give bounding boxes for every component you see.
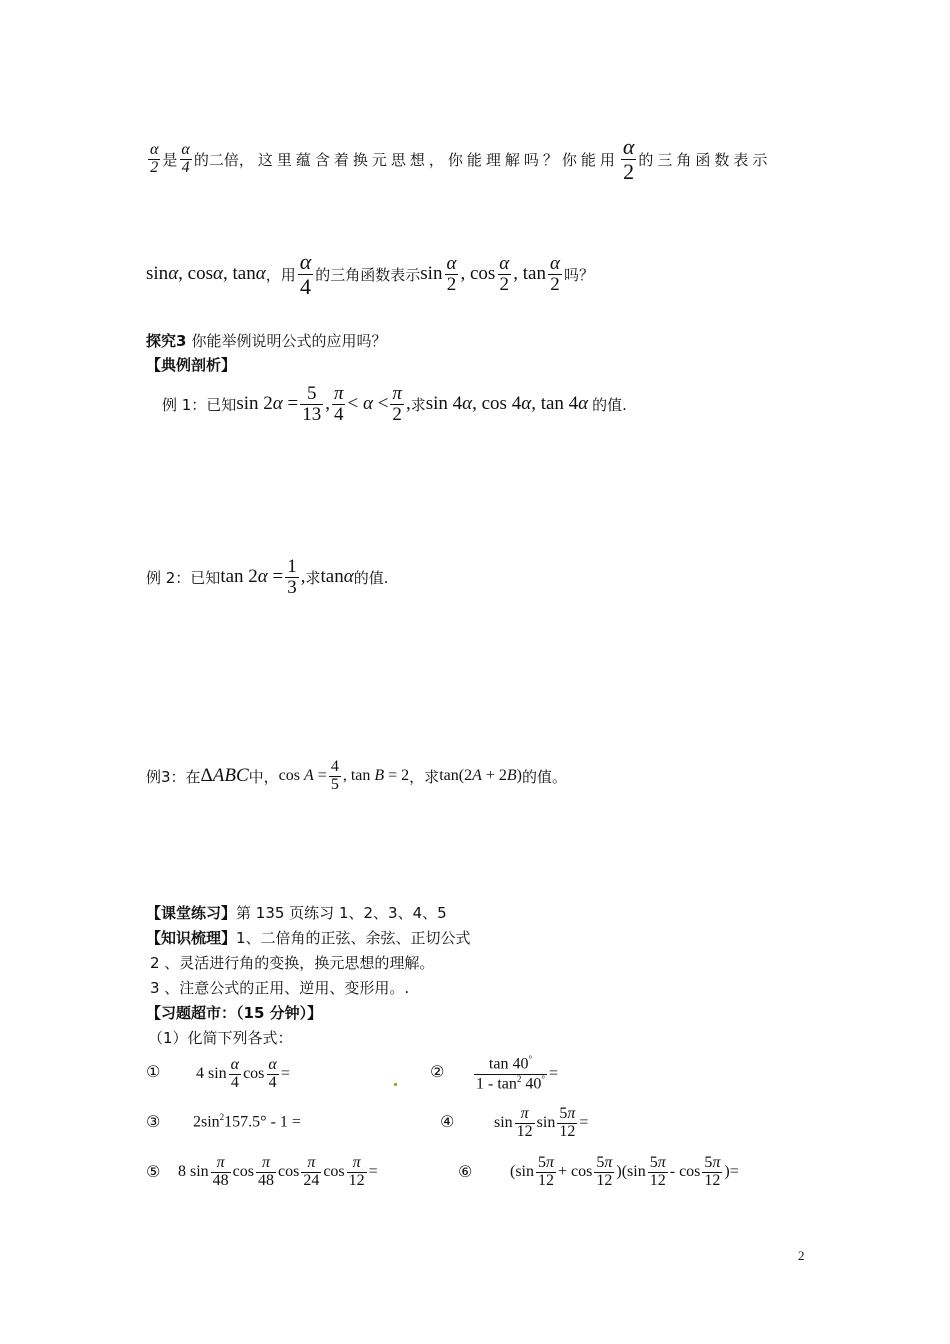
line1-text-1: 是 [162, 150, 178, 169]
ex3-mid: 中， [248, 767, 279, 786]
summary-item-1: 1、二倍角的正弦、余弦、正切公式 [236, 929, 471, 947]
line1 [146, 135, 771, 183]
frac-alpha-over-2: $\frac{\alpha}{2}$ [150, 140, 159, 176]
frac-alpha-over-2-large: $\frac{\alpha}{2}$ [622, 134, 635, 184]
frac-4-5: $\frac{4}{5}$ [330, 757, 339, 793]
circled-3: ③ [146, 1112, 161, 1131]
explore3-text: 你能举例说明公式的应用吗？ [191, 332, 387, 350]
example-1: 例 1：已知 sin 2α = $\frac{5}{13}$ , $\frac{\pi}{4}$ < α < $\frac{\pi}{2}$ , 求 sin 4α, cos 4α, tan 4α 的值. [162, 382, 627, 425]
exercise-4: sin $\frac{\pi}{12}$ sin $\frac{5\pi}{12}$ = [494, 1104, 589, 1140]
ex3-tail: 的值。 [521, 767, 567, 786]
ex3-target: tan(2A + 2B) [439, 767, 522, 784]
exercise-2: $\frac{\tan 40^\circ}{1 - \tan^2 40^\circ}$ = [476, 1054, 559, 1092]
circled-6: ⑥ [458, 1162, 473, 1181]
ex2-formula: tan 2α = [220, 566, 284, 587]
ex3-label: 例3：在 [146, 767, 201, 786]
formula-sep: , tan [513, 263, 546, 284]
formula-sep: , cos [460, 263, 496, 284]
ex2-ask: 求 [305, 568, 321, 587]
ex1-label: 例 1：已知 [162, 395, 237, 414]
summary-heading: 【知识梳理】 [146, 929, 237, 947]
frac-alpha-over-4: $\frac{\alpha}{4}$ [181, 140, 190, 176]
ex1-targets: sin 4α, cos 4α, tan 4α [425, 393, 589, 414]
formula-sin-cos-tan-alpha: sinα, cosα, tanα [146, 263, 266, 284]
formula-half-angles: sin [420, 263, 443, 284]
line1-text-2: 的二倍 [193, 150, 239, 169]
frac-pi-4: $\frac{\pi}{4}$ [333, 382, 344, 425]
example-3 [146, 752, 567, 800]
ex1-ask: 求 [410, 395, 426, 414]
ex2-target: tanα [320, 566, 354, 587]
stray-dot [394, 1083, 397, 1086]
explore3 [146, 330, 387, 351]
summary-item-2: 2 、灵活进行角的变换，换元思想的理解。 [150, 954, 435, 972]
summary [146, 927, 471, 948]
line2 [146, 245, 594, 303]
frac-alpha-2a: $\frac{\alpha}{2}$ [446, 252, 457, 295]
case-heading: 【典例剖析】 [146, 356, 237, 374]
exercise-3: $2\sin^2157.5^\circ - 1$ = [193, 1112, 301, 1131]
line1-text-3: ，这里蕴含着换元思想，你能理解吗？你能用 [238, 150, 619, 169]
page-number: 2 [798, 1248, 805, 1263]
frac-pi-2: $\frac{\pi}{2}$ [392, 382, 402, 425]
practice-text: 第 135 页练习 1、2、3、4、5 [236, 904, 447, 922]
practice [146, 902, 447, 923]
ex3-tan: , tan B = 2 [342, 767, 410, 784]
ex2-tail: 的值. [353, 568, 389, 587]
circled-4: ④ [440, 1112, 455, 1131]
ex2-label: 例 2：已知 [146, 568, 221, 587]
circled-5: ⑤ [146, 1162, 161, 1181]
exercise-1: 4 sin $\frac{\alpha}{4}$ cos $\frac{\alpha}{4}$ = [196, 1055, 290, 1091]
line1-text-4: 的三角函数表示 [638, 150, 772, 169]
frac-alpha-over-4-large: $\frac{\alpha}{4}$ [299, 249, 312, 299]
exercise-heading: 【习题超市：（15 分钟）】 [146, 1004, 323, 1022]
ex3-cos: cos A = [278, 767, 327, 784]
frac-alpha-2c: $\frac{\alpha}{2}$ [549, 252, 560, 295]
exercise-5: 8 sin $\frac{\pi}{48}$ cos $\frac{\pi}{48}$ cos $\frac{\pi}{24}$ cos $\frac{\pi}{12}$ = [178, 1153, 378, 1189]
frac-alpha-2b: $\frac{\alpha}{2}$ [499, 252, 510, 295]
ex3-triangle: ΔABC [200, 765, 249, 786]
ex1-tail: 的值. [592, 395, 627, 414]
line2-text-1: ，用 [265, 265, 296, 284]
explore3-label: 探究3 [146, 332, 187, 350]
exercise-sub: （1）化简下列各式： [148, 1029, 293, 1047]
example-2: 例 2：已知 tan 2α = $\frac{1}{3}$ , 求 tanα 的值. [146, 555, 389, 598]
circled-2: ② [430, 1062, 445, 1081]
line2-text-3: 吗？ [563, 265, 594, 284]
ex3-ask: ，求 [409, 767, 440, 786]
exercise-6: (sin $\frac{5\pi}{12}$ + cos $\frac{5\pi}{12}$ )(sin $\frac{5\pi}{12}$ - cos $\frac{5\pi}{12}$ )= [510, 1153, 739, 1189]
summary-item-3: 3 、注意公式的正用、逆用、变形用。. [150, 979, 410, 997]
circled-1: ① [146, 1062, 161, 1081]
line2-text-2: 的三角函数表示 [315, 265, 421, 284]
frac-5-13: $\frac{5}{13}$ [302, 382, 322, 425]
ex1-formula: sin 2α = [236, 393, 299, 414]
frac-1-3: $\frac{1}{3}$ [287, 555, 297, 598]
practice-heading: 【课堂练习】 [146, 904, 237, 922]
